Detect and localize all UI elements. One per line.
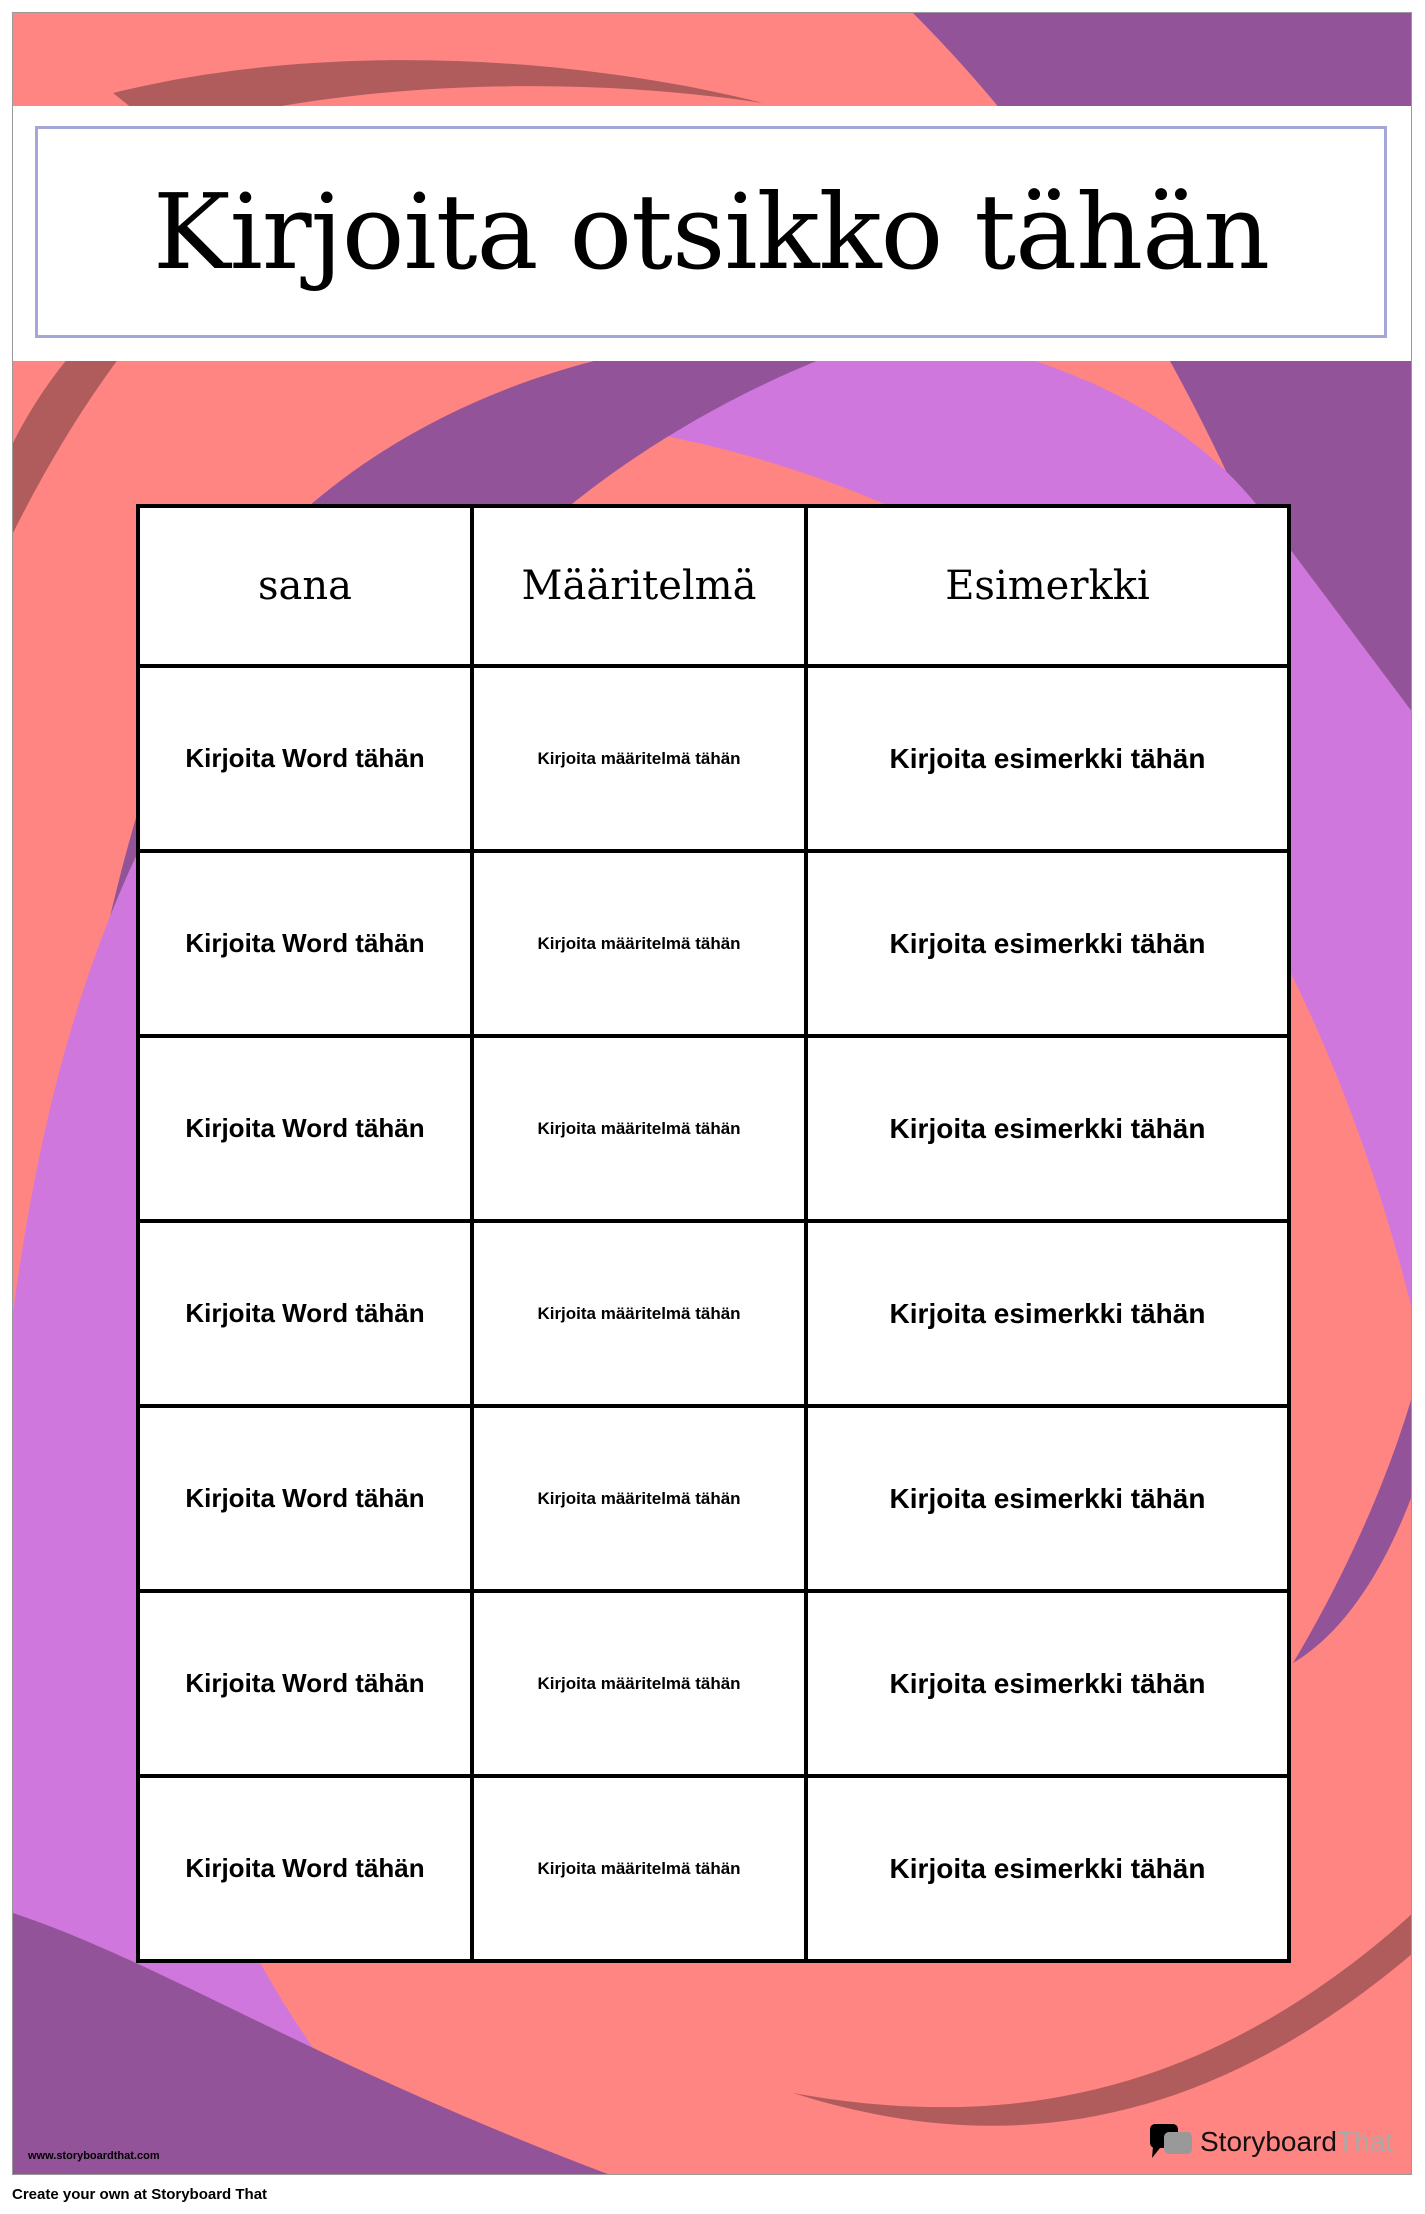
definition-cell[interactable]: Kirjoita määritelmä tähän bbox=[472, 1776, 806, 1961]
word-cell[interactable]: Kirjoita Word tähän bbox=[138, 1221, 472, 1406]
example-cell[interactable]: Kirjoita esimerkki tähän bbox=[806, 1221, 1289, 1406]
column-header-definition[interactable]: Määritelmä bbox=[472, 506, 806, 666]
logo-text-storyboard: Storyboard bbox=[1200, 2126, 1337, 2157]
title-box[interactable] bbox=[35, 126, 1387, 338]
example-cell[interactable]: Kirjoita esimerkki tähän bbox=[806, 666, 1289, 851]
word-cell[interactable]: Kirjoita Word tähän bbox=[138, 1406, 472, 1591]
title-band bbox=[13, 106, 1412, 361]
table-row bbox=[138, 1591, 1289, 1776]
definition-cell[interactable]: Kirjoita määritelmä tähän bbox=[472, 1406, 806, 1591]
logo-text-that: That bbox=[1336, 2126, 1393, 2157]
column-header-word[interactable]: sana bbox=[138, 506, 472, 666]
table-row bbox=[138, 666, 1289, 851]
column-header-example[interactable]: Esimerkki bbox=[806, 506, 1289, 666]
example-cell[interactable]: Kirjoita esimerkki tähän bbox=[806, 1036, 1289, 1221]
word-cell[interactable]: Kirjoita Word tähän bbox=[138, 851, 472, 1036]
definition-cell[interactable]: Kirjoita määritelmä tähän bbox=[472, 1036, 806, 1221]
word-cell[interactable]: Kirjoita Word tähän bbox=[138, 666, 472, 851]
website-url: www.storyboardthat.com bbox=[28, 2150, 160, 2162]
poster bbox=[12, 12, 1412, 2175]
vocabulary-table bbox=[136, 504, 1291, 1963]
storyboardthat-logo bbox=[1150, 2124, 1393, 2160]
footer-link[interactable]: Create your own at Storyboard That bbox=[12, 2186, 268, 2203]
example-cell[interactable]: Kirjoita esimerkki tähän bbox=[806, 1591, 1289, 1776]
definition-cell[interactable]: Kirjoita määritelmä tähän bbox=[472, 1221, 806, 1406]
example-cell[interactable]: Kirjoita esimerkki tähän bbox=[806, 1406, 1289, 1591]
poster-title[interactable]: Kirjoita otsikko tähän bbox=[152, 171, 1270, 293]
table-row bbox=[138, 1036, 1289, 1221]
definition-cell[interactable]: Kirjoita määritelmä tähän bbox=[472, 851, 806, 1036]
table-row bbox=[138, 1776, 1289, 1961]
table-row bbox=[138, 1221, 1289, 1406]
speech-bubble-icon bbox=[1150, 2124, 1194, 2160]
table-row bbox=[138, 851, 1289, 1036]
word-cell[interactable]: Kirjoita Word tähän bbox=[138, 1776, 472, 1961]
word-cell[interactable]: Kirjoita Word tähän bbox=[138, 1591, 472, 1776]
word-cell[interactable]: Kirjoita Word tähän bbox=[138, 1036, 472, 1221]
table-row bbox=[138, 1406, 1289, 1591]
example-cell[interactable]: Kirjoita esimerkki tähän bbox=[806, 1776, 1289, 1961]
definition-cell[interactable]: Kirjoita määritelmä tähän bbox=[472, 1591, 806, 1776]
definition-cell[interactable]: Kirjoita määritelmä tähän bbox=[472, 666, 806, 851]
table-header-row bbox=[138, 506, 1289, 666]
example-cell[interactable]: Kirjoita esimerkki tähän bbox=[806, 851, 1289, 1036]
